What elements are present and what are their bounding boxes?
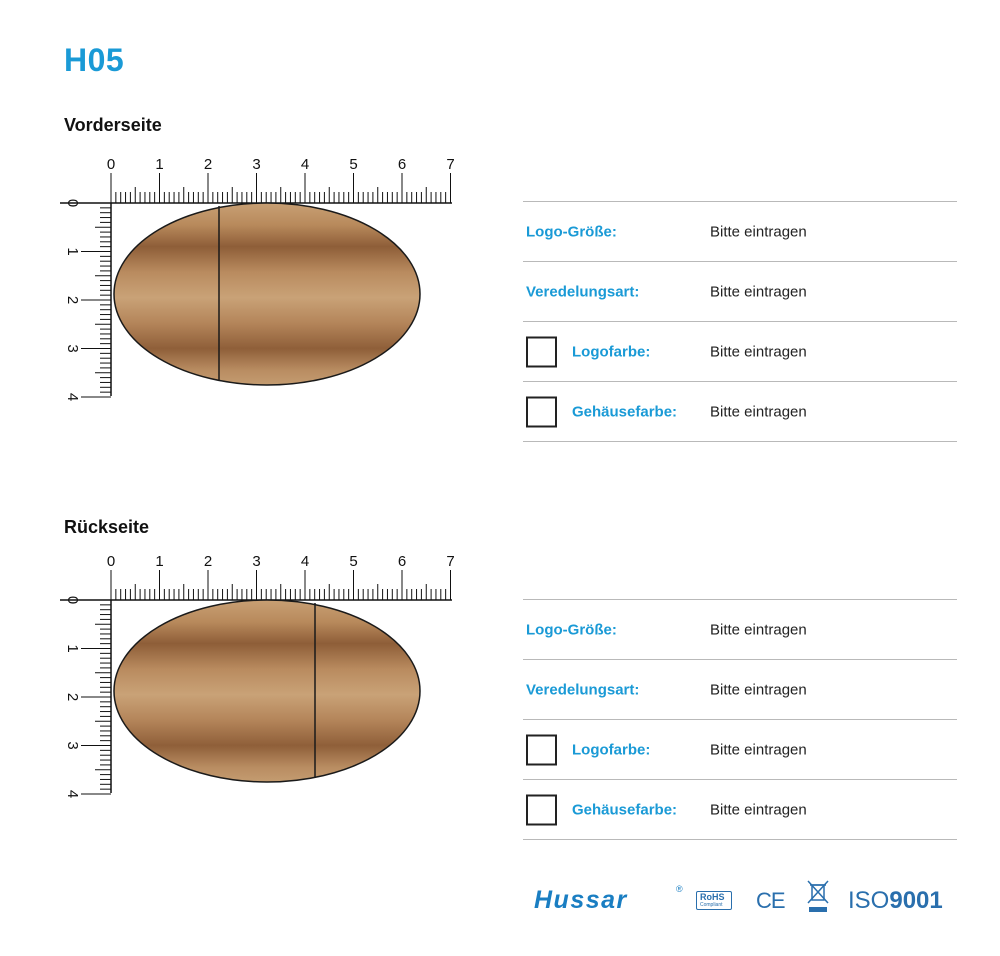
front-section-title: Vorderseite — [64, 115, 162, 135]
front-ruler-y-label: 0 — [64, 198, 81, 208]
back-section-title: Rückseite — [64, 517, 150, 537]
logo-color-swatch-checkbox[interactable] — [526, 336, 557, 367]
spec-row-logo-size — [523, 202, 957, 262]
spec-label: Logo-Größe: — [526, 223, 617, 240]
spec-row-logo-size — [523, 600, 957, 660]
spec-label: Logofarbe: — [572, 741, 651, 758]
rohs-label: RoHS — [700, 892, 725, 902]
rohs-sub-label: Compliant — [700, 902, 723, 908]
front-case-shape — [114, 203, 420, 385]
spec-value-field[interactable]: Bitte eintragen — [710, 403, 807, 420]
spec-value-field[interactable]: Bitte eintragen — [710, 283, 807, 300]
front-ruler-x-label: 4 — [300, 156, 310, 173]
spec-label: Veredelungsart: — [526, 283, 640, 300]
front-ruler-x-label: 2 — [203, 156, 213, 173]
spec-row-case-color — [523, 780, 957, 840]
front-diagram — [60, 150, 470, 410]
front-ruler-x-label: 5 — [349, 156, 358, 173]
ce-mark-icon: CE — [756, 888, 785, 913]
iso-certification-icon — [848, 887, 943, 915]
back-ruler-x-label: 3 — [252, 553, 261, 570]
back-diagram-svg — [60, 547, 470, 807]
front-ruler-vertical — [81, 203, 111, 397]
back-case-shape — [114, 600, 420, 782]
back-ruler-horizontal — [60, 570, 452, 600]
back-ruler-x-label: 0 — [106, 553, 116, 570]
back-ruler-x-label: 4 — [300, 553, 310, 570]
front-ruler-y-label: 4 — [64, 392, 81, 402]
iso-number: 9001 — [889, 887, 943, 914]
spec-label: Veredelungsart: — [526, 681, 640, 698]
spec-value-field[interactable]: Bitte eintragen — [710, 621, 807, 638]
back-ruler-y-label: 3 — [64, 741, 81, 750]
spec-value-field[interactable]: Bitte eintragen — [710, 741, 807, 758]
back-ruler-y-label: 0 — [64, 595, 81, 605]
logo-color-swatch-checkbox[interactable] — [526, 734, 557, 765]
spec-row-case-color — [523, 382, 957, 442]
spec-row-finishing — [523, 262, 957, 322]
back-ruler-x-label: 1 — [155, 553, 164, 570]
footer-certifications — [534, 880, 954, 924]
front-ruler-horizontal — [60, 173, 452, 203]
spec-label: Logo-Größe: — [526, 621, 617, 638]
spec-row-logo-color — [523, 322, 957, 382]
spec-row-logo-color — [523, 720, 957, 780]
front-ruler-y-label: 2 — [64, 295, 81, 305]
spec-label: Gehäusefarbe: — [572, 801, 678, 818]
case-color-swatch-checkbox[interactable] — [526, 396, 557, 427]
back-ruler-x-label: 7 — [446, 553, 455, 570]
front-ruler-x-label: 3 — [252, 156, 261, 173]
registered-mark: ® — [676, 884, 683, 894]
back-ruler-y-label: 1 — [64, 644, 81, 653]
back-ruler-x-label: 2 — [203, 553, 213, 570]
spec-value-field[interactable]: Bitte eintragen — [710, 223, 807, 240]
back-spec-table — [523, 599, 957, 840]
front-ruler-x-label: 7 — [446, 156, 455, 173]
back-ruler-x-label: 5 — [349, 553, 358, 570]
rohs-icon — [696, 891, 732, 910]
front-ruler-y-label: 1 — [64, 247, 81, 256]
front-ruler-y-label: 3 — [64, 344, 81, 353]
case-color-swatch-checkbox[interactable] — [526, 794, 557, 825]
crossed-bin-icon — [806, 880, 830, 916]
spec-label: Gehäusefarbe: — [572, 403, 678, 420]
back-diagram — [60, 547, 470, 807]
front-ruler-x-label: 0 — [106, 156, 116, 173]
back-ruler-vertical — [81, 600, 111, 794]
front-ruler-x-label: 1 — [155, 156, 164, 173]
spec-value-field[interactable]: Bitte eintragen — [710, 343, 807, 360]
spec-value-field[interactable]: Bitte eintragen — [710, 801, 807, 818]
brand-logo: Hussar — [534, 886, 628, 914]
iso-prefix: ISO — [848, 887, 890, 914]
back-ruler-y-label: 2 — [64, 692, 81, 702]
back-ruler-y-label: 4 — [64, 789, 81, 799]
front-spec-table — [523, 201, 957, 442]
front-diagram-svg — [60, 150, 470, 410]
spec-row-finishing — [523, 660, 957, 720]
model-code: H05 — [64, 42, 125, 78]
front-ruler-x-label: 6 — [397, 156, 407, 173]
spec-value-field[interactable]: Bitte eintragen — [710, 681, 807, 698]
spec-label: Logofarbe: — [572, 343, 651, 360]
back-ruler-x-label: 6 — [397, 553, 407, 570]
